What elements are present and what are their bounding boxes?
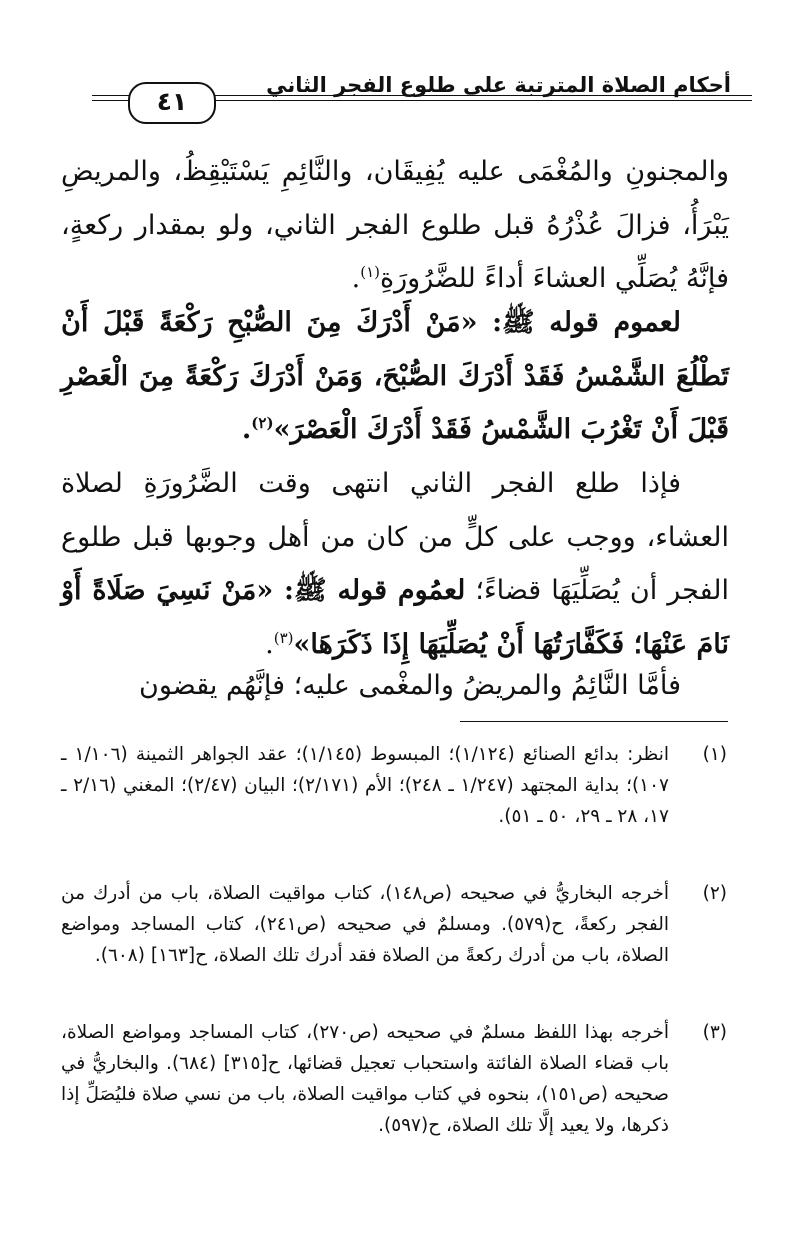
paragraph-3-text: فإذا طلع الفجر الثاني انتهى وقت الضَّرُورَةِ لصلاة العشاء، ووجب على كلٍّ من كان من أهل وجوبها قبل طلوع الفجر أن يُصَلِّيَهَا قضاءً؛: [61, 468, 729, 606]
footnote-separator: [460, 721, 728, 722]
footnote-text: أخرجه بهذا اللفظ مسلمٌ في صحيحه (ص٢٧٠)، كتاب المساجد ومواضع الصلاة، باب قضاء الصلاة الفائتة واستحباب تعجيل قضائها، ح[٣١٥] (٦٨٤). والبخاريُّ في صحيحه (ص١٥١)، بنحوه في كتاب مواقيت الصلاة، باب من نسي صلاة فليُصَلِّ إذا ذكرها، ولا يعيد إلَّا تلك الصلاة، ح(٥٩٧).: [61, 1022, 670, 1136]
paragraph-3: [61, 457, 729, 671]
paragraph-2-text: لعموم قوله ﷺ: «مَنْ أَدْرَكَ مِنَ الصُّبْحِ رَكْعَةً قَبْلَ أَنْ تَطْلُعَ الشَّمْسُ فَقَدْ أَدْرَكَ الصُّبْحَ، وَمَنْ أَدْرَكَ رَكْعَةً مِنَ الْعَصْرِ قَبْلَ أَنْ تَغْرُبَ الشَّمْسُ فَقَدْ أَدْرَكَ الْعَصْرَ»: [61, 307, 730, 445]
paragraph-1: [61, 145, 729, 306]
paragraph-3-hadith: لعمُوم قوله ﷺ: «مَنْ نَسِيَ صَلَاةً أَوْ نَامَ عَنْهَا؛ فَكَفَّارَتُهَا أَنْ يُصَلِّيَهَا إِذَا ذَكَرَهَا»: [61, 575, 729, 660]
paragraph-3-end: .: [265, 628, 274, 660]
paragraph-1-text: والمجنونِ والمُغْمَى عليه يُفِيقَان، والنَّائِمِ يَسْتَيْقِظُ، والمريضِ يَبْرَأُ، فزالَ عُذْرُهُ قبل طلوع الفجر الثاني، ولو بمقدار ركعةٍ، فإنَّهُ يُصَلِّي العشاءَ أداءً للضَّرُورَةِ: [61, 156, 729, 294]
footnote-text: أخرجه البخاريُّ في صحيحه (ص١٤٨)، كتاب مواقيت الصلاة، باب من أدرك من الفجر ركعةً، ح(٥٧٩). ومسلمٌ في صحيحه (ص٢٤١)، كتاب المساجد ومواضع الصلاة، باب من أدرك ركعةً من الصلاة فقد أدرك تلك الصلاة، ح[١٦٣] (٦٠٨).: [61, 883, 669, 966]
footnote-3: [61, 1017, 727, 1141]
page-number-badge: ٤١: [128, 82, 216, 124]
footnote-number: (٢): [702, 883, 727, 904]
running-title: أحكام الصلاة المترتبة على طلوع الفجر الثاني: [266, 73, 731, 97]
paragraph-4: [61, 659, 729, 713]
footnote-ref-1: (١): [360, 263, 380, 281]
footnote-2: [61, 878, 727, 971]
paragraph-1-end: .: [351, 263, 361, 294]
footnote-1: [61, 739, 727, 832]
paragraph-4-text: فأمَّا النَّائِمُ والمريضُ والمغْمى عليه؛ فإنَّهُم يقضون: [139, 670, 681, 701]
footnote-number: (١): [702, 744, 727, 765]
footnote-ref-3: (٣): [273, 628, 294, 647]
footnote-number: (٣): [702, 1022, 727, 1043]
paragraph-2-end: .: [241, 414, 252, 445]
footnote-ref-2: (٢): [251, 414, 274, 432]
paragraph-2-hadith: [61, 296, 729, 457]
footnote-text: انظر: بدائع الصنائع (١/١٢٤)؛ المبسوط (١/١٤٥)؛ عقد الجواهر الثمينة (١/١٠٦ ـ ١٠٧)؛ بداية المجتهد (١/٢٤٧ ـ ٢٤٨)؛ الأم (٢/١٧١)؛ البيان (٢/٤٧)؛ المغني (٢/١٦ ـ ١٧، ٢٨ ـ ٢٩، ٥٠ ـ ٥١).: [61, 744, 669, 827]
